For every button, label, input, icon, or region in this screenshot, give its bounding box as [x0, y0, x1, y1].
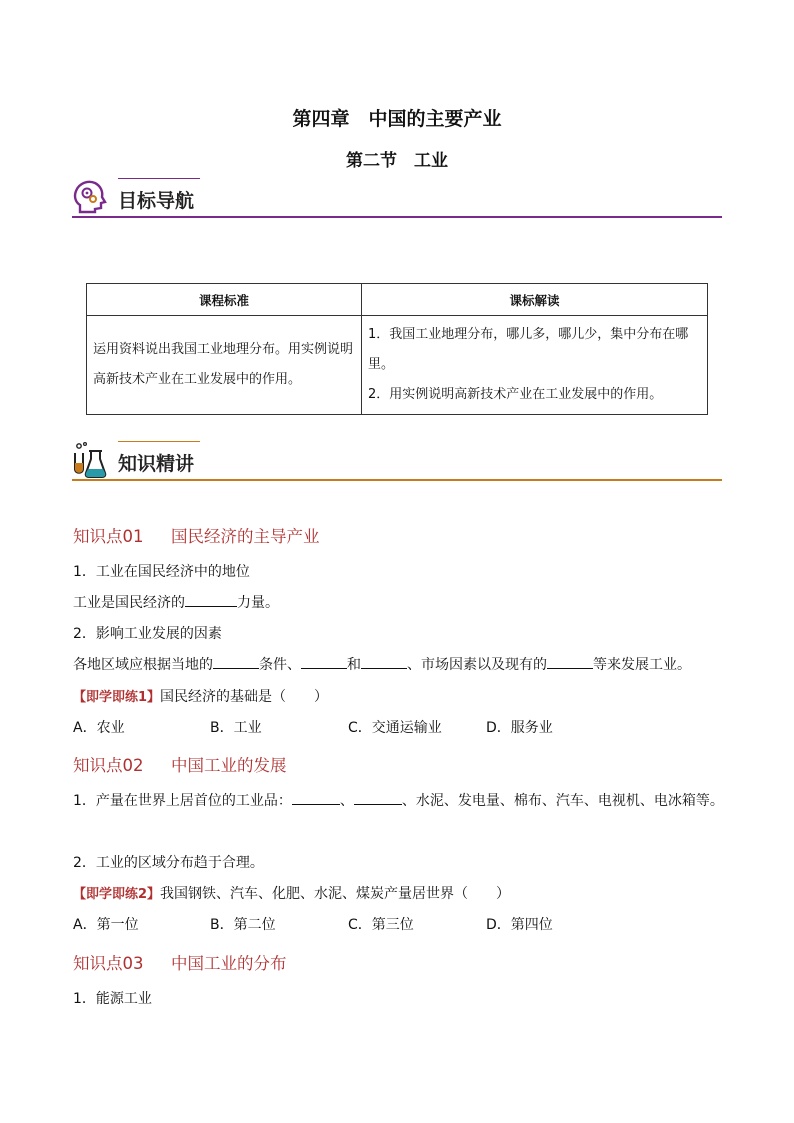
- kp1-item2-b: 条件、: [259, 657, 301, 673]
- table-row: [87, 316, 708, 415]
- kp1-item1-pre: 工业是国民经济的: [73, 595, 185, 611]
- kp2-item1-text: [73, 790, 724, 810]
- practice-question: 国民经济的基础是（ ）: [160, 689, 329, 705]
- goals-header-topline: [118, 178, 200, 179]
- practice-question: 我国钢铁、汽车、化肥、水泥、煤炭产量居世界（ ）: [160, 886, 511, 902]
- knowledge-section-label: 知识精讲: [118, 453, 195, 475]
- knowledge-point-02-heading: [73, 752, 287, 776]
- kp2-item1-pre: 1．产量在世界上居首位的工业品：: [73, 793, 292, 809]
- knowledge-point-03-heading: [73, 950, 287, 974]
- kp1-item2-a: 各地区域应根据当地的: [73, 657, 213, 673]
- fill-blank[interactable]: [361, 654, 407, 669]
- fill-blank[interactable]: [292, 790, 340, 805]
- knowledge-section-header: [72, 441, 722, 481]
- knowledge-point-number: 知识点01: [73, 527, 144, 546]
- kp1-item2-text: [73, 654, 691, 674]
- kp2-item1-post: 、水泥、发电量、棉布、汽车、电视机、电冰箱等。: [401, 793, 724, 809]
- knowledge-point-number: 知识点02: [73, 756, 144, 775]
- goals-section-label: 目标导航: [118, 190, 195, 212]
- knowledge-point-number: 知识点03: [73, 954, 144, 973]
- option-b[interactable]: B．第二位: [210, 917, 276, 933]
- option-d[interactable]: D．服务业: [486, 720, 553, 736]
- option-c[interactable]: C．第三位: [348, 917, 414, 933]
- table-cell-interpretation: [362, 316, 708, 415]
- kp1-item1-heading: 1．工业在国民经济中的地位: [73, 564, 250, 580]
- knowledge-header-rule: [72, 479, 722, 481]
- fill-blank[interactable]: [547, 654, 593, 669]
- practice-2-options: [73, 914, 553, 934]
- table-header-interpretation: 课标解读: [362, 284, 708, 316]
- knowledge-header-topline: [118, 441, 200, 442]
- knowledge-point-title: 中国工业的发展: [171, 756, 287, 775]
- kp2-item2-text: 2．工业的区域分布趋于合理。: [73, 855, 264, 871]
- fill-blank[interactable]: [301, 654, 347, 669]
- option-d[interactable]: D．第四位: [486, 917, 553, 933]
- option-b[interactable]: B．工业: [210, 720, 262, 736]
- goals-section-header: [72, 178, 722, 218]
- kp3-item1-heading: 1．能源工业: [73, 991, 152, 1007]
- practice-2: [73, 883, 510, 903]
- kp2-item1-sep: 、: [339, 793, 354, 809]
- kp1-item2-e: 等来发展工业。: [593, 657, 691, 673]
- practice-tag: 【即学即练2】: [73, 887, 161, 902]
- fill-blank[interactable]: [354, 790, 402, 805]
- table-header-row: [87, 284, 708, 316]
- flask-icon: [72, 441, 108, 479]
- practice-1-options: [73, 717, 553, 737]
- section-title: 第二节 工业: [346, 151, 448, 171]
- knowledge-point-title: 中国工业的分布: [171, 954, 287, 973]
- interpretation-line-2: 2．用实例说明高新技术产业在工业发展中的作用。: [368, 387, 663, 402]
- kp1-item2-c: 和: [347, 657, 361, 673]
- kp1-item2-heading: 2．影响工业发展的因素: [73, 626, 222, 642]
- fill-blank[interactable]: [213, 654, 259, 669]
- option-a[interactable]: A．第一位: [73, 917, 139, 933]
- fill-blank[interactable]: [185, 592, 237, 607]
- standards-table: [86, 283, 708, 415]
- option-a[interactable]: A．农业: [73, 720, 125, 736]
- kp1-item1-post: 力量。: [237, 595, 279, 611]
- head-gears-icon: [72, 178, 108, 216]
- goals-header-rule: [72, 216, 722, 218]
- option-c[interactable]: C．交通运输业: [348, 720, 442, 736]
- knowledge-point-title: 国民经济的主导产业: [171, 527, 320, 546]
- table-header-standard: 课程标准: [87, 284, 362, 316]
- practice-tag: 【即学即练1】: [73, 690, 161, 705]
- kp1-item2-d: 、市场因素以及现有的: [407, 657, 547, 673]
- practice-1: [73, 686, 328, 706]
- chapter-title: 第四章 中国的主要产业: [292, 108, 502, 130]
- interpretation-line-1: 1．我国工业地理分布，哪儿多，哪儿少，集中分布在哪里。: [368, 327, 689, 372]
- knowledge-point-01-heading: [73, 523, 320, 547]
- kp1-item1-text: [73, 592, 279, 612]
- table-cell-standard: 运用资料说出我国工业地理分布。用实例说明高新技术产业在工业发展中的作用。: [87, 316, 362, 415]
